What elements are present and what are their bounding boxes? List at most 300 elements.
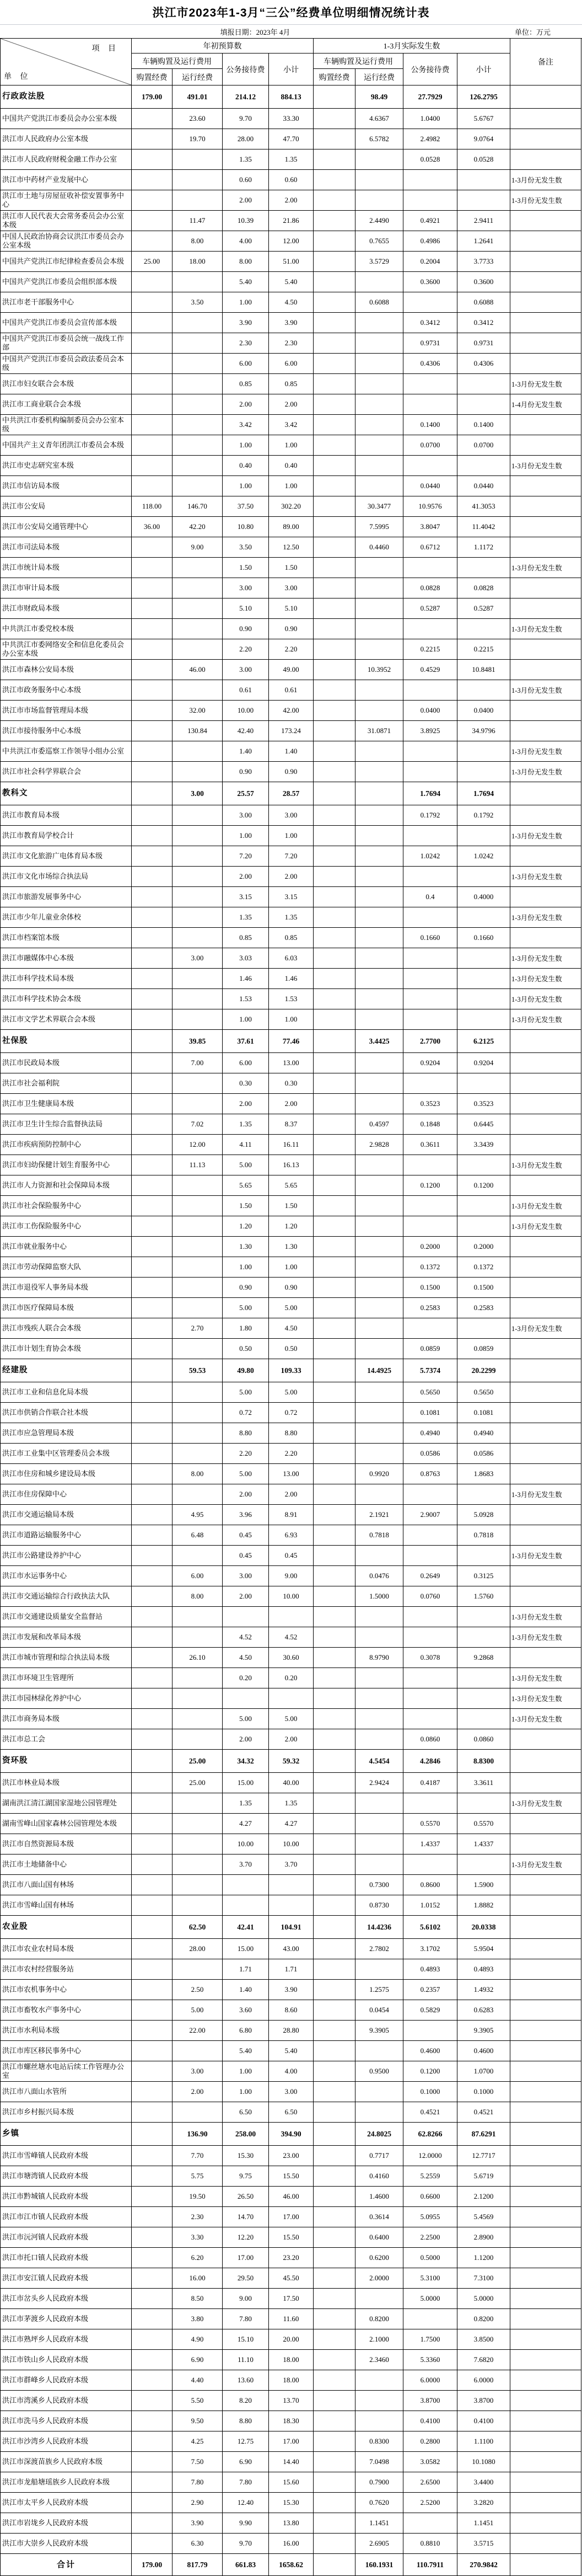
actual-reception-cell: 5.7374: [403, 1359, 457, 1382]
budget-operation-cell: [173, 805, 223, 826]
budget-operation-cell: [173, 1793, 223, 1814]
unit-name-cell: 洪江市妇女联合会本级: [1, 374, 132, 394]
actual-subtotal-cell: 0.1200: [457, 1175, 510, 1196]
table-row: [1, 1216, 582, 1237]
actual-operation-cell: [355, 1094, 403, 1114]
remark-cell: 1-3月份无发生数: [510, 867, 581, 887]
budget-purchase-cell: [132, 415, 173, 435]
unit-name-cell: 洪江市交通建设质量安全监督站: [1, 1607, 132, 1627]
remark-cell: [510, 598, 581, 619]
actual-operation-cell: [355, 476, 403, 496]
remark-cell: [510, 1359, 581, 1382]
actual-operation-cell: [355, 578, 403, 598]
budget-purchase-cell: [132, 660, 173, 680]
unit-name-cell: 洪江市中药材产业发展中心: [1, 170, 132, 190]
actual-subtotal-cell: [457, 1688, 510, 1709]
table-row: [1, 1627, 582, 1648]
budget-subtotal-cell: 8.37: [269, 1114, 314, 1135]
budget-reception-cell: 2.00: [223, 1484, 269, 1505]
actual-subtotal-cell: 0.0860: [457, 1729, 510, 1750]
table-row: [1, 2207, 582, 2227]
remark-cell: [510, 2041, 581, 2061]
unit-name-cell: 洪江市计划生育协会本级: [1, 1339, 132, 1359]
actual-purchase-cell: [314, 1318, 355, 1339]
budget-operation-cell: 5.75: [173, 2166, 223, 2187]
unit-name-cell: 洪江市茅渡乡人民政府本级: [1, 2309, 132, 2329]
actual-operation-cell: [355, 2082, 403, 2102]
budget-subtotal-cell: 51.00: [269, 252, 314, 272]
budget-subtotal-cell: 14.40: [269, 2452, 314, 2472]
actual-subtotal-cell: 3.3439: [457, 1135, 510, 1155]
actual-subtotal-cell: 270.9842: [457, 2554, 510, 2576]
remark-cell: [510, 701, 581, 721]
table-row: [1, 762, 582, 782]
table-row: [1, 476, 582, 496]
budget-purchase-cell: [132, 1668, 173, 1688]
budget-reception-cell: 9.00: [223, 2289, 269, 2309]
actual-purchase-cell: [314, 394, 355, 415]
remark-cell: 1-3月份无发生数: [510, 619, 581, 639]
unit-name-cell: 洪江市八面山水管所: [1, 2082, 132, 2102]
header-purchase-budget: 购置经费: [132, 69, 173, 85]
actual-operation-cell: [355, 948, 403, 969]
budget-subtotal-cell: 8.91: [269, 1505, 314, 1525]
budget-subtotal-cell: 1.35: [269, 149, 314, 170]
table-row: [1, 2000, 582, 2021]
budget-subtotal-cell: 0.61: [269, 680, 314, 701]
unit-name-cell: 洪江市社会福利院: [1, 1073, 132, 1094]
actual-subtotal-cell: 5.0928: [457, 1505, 510, 1525]
actual-purchase-cell: [314, 948, 355, 969]
unit-name-cell: 洪江市史志研究室本级: [1, 456, 132, 476]
actual-subtotal-cell: 0.4600: [457, 2041, 510, 2061]
unit-name-cell: 洪江市铁山乡人民政府本级: [1, 2350, 132, 2370]
budget-purchase-cell: [132, 598, 173, 619]
actual-operation-cell: [355, 170, 403, 190]
remark-cell: [510, 2329, 581, 2350]
table-row: [1, 1135, 582, 1155]
budget-operation-cell: [173, 1237, 223, 1257]
budget-purchase-cell: [132, 2166, 173, 2187]
budget-purchase-cell: [132, 1484, 173, 1505]
budget-subtotal-cell: [269, 1607, 314, 1627]
budget-operation-cell: 2.30: [173, 2207, 223, 2227]
remark-cell: [510, 2534, 581, 2554]
table-row: [1, 2554, 582, 2576]
table-row: [1, 1339, 582, 1359]
budget-reception-cell: 2.30: [223, 333, 269, 354]
budget-reception-cell: 8.80: [223, 2411, 269, 2431]
remark-cell: 1-3月份无发生数: [510, 558, 581, 578]
budget-operation-cell: 4.95: [173, 1505, 223, 1525]
budget-reception-cell: 1.35: [223, 1114, 269, 1135]
actual-purchase-cell: [314, 2431, 355, 2452]
actual-purchase-cell: [314, 1175, 355, 1196]
table-row: [1, 1505, 582, 1525]
budget-operation-cell: 7.00: [173, 1053, 223, 1073]
actual-reception-cell: 0.4: [403, 887, 457, 907]
table-row: [1, 1403, 582, 1423]
budget-reception-cell: 1.46: [223, 969, 269, 989]
budget-subtotal-cell: 1.00: [269, 435, 314, 456]
actual-reception-cell: 0.1848: [403, 1114, 457, 1135]
unit-name-cell: 中国共产主义青年团洪江市委员会本级: [1, 435, 132, 456]
remark-cell: 1-3月份无发生数: [510, 1196, 581, 1216]
actual-reception-cell: 0.1081: [403, 1403, 457, 1423]
actual-operation-cell: [355, 435, 403, 456]
actual-operation-cell: [355, 826, 403, 846]
remark-cell: 1-3月份无发生数: [510, 1546, 581, 1566]
budget-reception-cell: 1.00: [223, 435, 269, 456]
actual-subtotal-cell: [457, 680, 510, 701]
budget-subtotal-cell: 49.00: [269, 660, 314, 680]
budget-operation-cell: 25.00: [173, 1773, 223, 1793]
budget-operation-cell: 6.30: [173, 2534, 223, 2554]
actual-purchase-cell: [314, 1135, 355, 1155]
actual-reception-cell: 0.3523: [403, 1094, 457, 1114]
actual-operation-cell: 3.4425: [355, 1030, 403, 1053]
budget-reception-cell: 3.60: [223, 2000, 269, 2021]
budget-operation-cell: 18.00: [173, 252, 223, 272]
actual-purchase-cell: [314, 1854, 355, 1875]
actual-operation-cell: 0.6400: [355, 2227, 403, 2248]
actual-purchase-cell: [314, 1382, 355, 1403]
actual-purchase-cell: [314, 2493, 355, 2513]
actual-subtotal-cell: 0.3125: [457, 1566, 510, 1586]
budget-reception-cell: 6.00: [223, 354, 269, 374]
actual-operation-cell: 0.7717: [355, 2146, 403, 2166]
actual-reception-cell: 0.1200: [403, 2061, 457, 2082]
remark-cell: [510, 2452, 581, 2472]
remark-cell: [510, 2021, 581, 2041]
unit-name-cell: 中国共产党洪江市委员会宣传部本级: [1, 313, 132, 333]
unit-name-cell: 中国共产党洪江市纪律检查委员会本级: [1, 252, 132, 272]
actual-reception-cell: 5.0000: [403, 2289, 457, 2309]
remark-cell: [510, 231, 581, 252]
remark-cell: [510, 782, 581, 805]
actual-operation-cell: [355, 1627, 403, 1648]
table-row: [1, 2146, 582, 2166]
unit-name-cell: 中国共产党洪江市委员会统一战线工作部: [1, 333, 132, 354]
table-row: [1, 1196, 582, 1216]
unit-name-cell: 洪江市自然资源局本级: [1, 1834, 132, 1854]
budget-operation-cell: [173, 1959, 223, 1980]
remark-cell: [510, 1773, 581, 1793]
actual-reception-cell: 0.1792: [403, 805, 457, 826]
actual-purchase-cell: [314, 1729, 355, 1750]
budget-purchase-cell: [132, 272, 173, 292]
unit-name-cell: 洪江市人民政府财税金融工作办公室: [1, 149, 132, 170]
budget-subtotal-cell: 6.00: [269, 354, 314, 374]
actual-reception-cell: 2.4982: [403, 129, 457, 149]
unit-name-cell: 洪江市市场监督管理局本级: [1, 701, 132, 721]
remark-cell: [510, 109, 581, 129]
table-row: [1, 2472, 582, 2493]
table-row: [1, 1959, 582, 1980]
budget-subtotal-cell: 1.46: [269, 969, 314, 989]
actual-purchase-cell: [314, 2102, 355, 2123]
actual-operation-cell: [355, 1339, 403, 1359]
budget-subtotal-cell: 4.00: [269, 2061, 314, 2082]
budget-reception-cell: 3.00: [223, 1566, 269, 1586]
table-row: [1, 741, 582, 762]
actual-operation-cell: [355, 456, 403, 476]
unit-name-cell: 洪江市医疗保障局本级: [1, 1298, 132, 1318]
budget-subtotal-cell: 0.90: [269, 762, 314, 782]
actual-purchase-cell: [314, 660, 355, 680]
actual-purchase-cell: [314, 149, 355, 170]
budget-subtotal-cell: 16.00: [269, 2534, 314, 2554]
actual-purchase-cell: [314, 1750, 355, 1773]
budget-purchase-cell: [132, 149, 173, 170]
budget-reception-cell: 4.52: [223, 1627, 269, 1648]
table-row: [1, 680, 582, 701]
remark-cell: [510, 1505, 581, 1525]
table-row: [1, 948, 582, 969]
actual-reception-cell: [403, 680, 457, 701]
actual-subtotal-cell: [457, 826, 510, 846]
table-row: [1, 2123, 582, 2146]
budget-purchase-cell: [132, 2329, 173, 2350]
actual-operation-cell: [355, 2041, 403, 2061]
unit-name-cell: 洪江市文化旅游广电体育局本级: [1, 846, 132, 867]
actual-subtotal-cell: 5.0000: [457, 2289, 510, 2309]
remark-cell: [510, 639, 581, 660]
budget-subtotal-cell: 3.70: [269, 1854, 314, 1875]
budget-subtotal-cell: 6.50: [269, 2102, 314, 2123]
table-row: [1, 211, 582, 231]
budget-subtotal-cell: 1.35: [269, 907, 314, 928]
budget-reception-cell: 29.50: [223, 2268, 269, 2289]
budget-operation-cell: [173, 846, 223, 867]
budget-reception-cell: 1.20: [223, 1216, 269, 1237]
actual-reception-cell: [403, 1607, 457, 1627]
remark-cell: 1-3月份无发生数: [510, 1688, 581, 1709]
budget-subtotal-cell: 1658.62: [269, 2554, 314, 2576]
unit-name-cell: 洪江市财政局本级: [1, 598, 132, 619]
actual-operation-cell: 1.2575: [355, 1980, 403, 2000]
budget-operation-cell: [173, 680, 223, 701]
budget-operation-cell: [173, 1709, 223, 1729]
actual-operation-cell: 7.0498: [355, 2452, 403, 2472]
budget-operation-cell: [173, 598, 223, 619]
unit-name-cell: 洪江市雪峰山国有林场: [1, 1895, 132, 1916]
unit-name-cell: 洪江市交通运输综合行政执法大队: [1, 1586, 132, 1607]
budget-reception-cell: 8.80: [223, 1423, 269, 1444]
budget-subtotal-cell: 33.30: [269, 109, 314, 129]
table-row: [1, 109, 582, 129]
budget-purchase-cell: [132, 1750, 173, 1773]
budget-subtotal-cell: 77.46: [269, 1030, 314, 1053]
table-row: [1, 1814, 582, 1834]
budget-subtotal-cell: 59.32: [269, 1750, 314, 1773]
budget-operation-cell: [173, 969, 223, 989]
actual-operation-cell: [355, 639, 403, 660]
actual-reception-cell: 0.0760: [403, 1586, 457, 1607]
actual-reception-cell: 0.2000: [403, 1237, 457, 1257]
budget-subtotal-cell: 3.90: [269, 1980, 314, 2000]
budget-subtotal-cell: 1.00: [269, 1009, 314, 1030]
budget-purchase-cell: [132, 537, 173, 558]
table-row: [1, 496, 582, 517]
budget-operation-cell: [173, 1607, 223, 1627]
budget-reception-cell: 37.61: [223, 1030, 269, 1053]
table-row: [1, 272, 582, 292]
unit-name-cell: 洪江市老干部服务中心: [1, 292, 132, 313]
budget-subtotal-cell: 16.11: [269, 1135, 314, 1155]
remark-cell: [510, 2227, 581, 2248]
budget-operation-cell: [173, 1444, 223, 1464]
budget-operation-cell: [173, 1382, 223, 1403]
actual-subtotal-cell: 0.4940: [457, 1423, 510, 1444]
actual-purchase-cell: [314, 907, 355, 928]
budget-purchase-cell: [132, 2289, 173, 2309]
actual-purchase-cell: [314, 85, 355, 109]
actual-operation-cell: [355, 1196, 403, 1216]
budget-subtotal-cell: 15.30: [269, 2493, 314, 2513]
budget-reception-cell: 0.90: [223, 762, 269, 782]
budget-operation-cell: 23.60: [173, 109, 223, 129]
unit-name-cell: 洪江市文化市场综合执法局: [1, 867, 132, 887]
budget-operation-cell: 8.00: [173, 1586, 223, 1607]
actual-purchase-cell: [314, 2268, 355, 2289]
budget-subtotal-cell: 173.24: [269, 721, 314, 741]
budget-reception-cell: 1.00: [223, 1257, 269, 1278]
actual-reception-cell: [403, 2021, 457, 2041]
actual-purchase-cell: [314, 1278, 355, 1298]
actual-subtotal-cell: 0.9204: [457, 1053, 510, 1073]
remark-cell: [510, 2370, 581, 2391]
actual-subtotal-cell: 0.3412: [457, 313, 510, 333]
budget-purchase-cell: [132, 969, 173, 989]
table-row: [1, 2227, 582, 2248]
actual-subtotal-cell: 41.3053: [457, 496, 510, 517]
budget-reception-cell: 5.00: [223, 1709, 269, 1729]
budget-operation-cell: [173, 1875, 223, 1895]
actual-reception-cell: [403, 1668, 457, 1688]
header-operate-actual: 运行经费: [355, 69, 403, 85]
actual-reception-cell: [403, 292, 457, 313]
budget-reception-cell: 3.96: [223, 1505, 269, 1525]
actual-operation-cell: 1.1451: [355, 2513, 403, 2534]
budget-purchase-cell: [132, 701, 173, 721]
actual-operation-cell: [355, 1175, 403, 1196]
budget-purchase-cell: [132, 1423, 173, 1444]
actual-purchase-cell: [314, 1505, 355, 1525]
actual-purchase-cell: [314, 1980, 355, 2000]
actual-operation-cell: 0.7900: [355, 2472, 403, 2493]
unit-name-cell: 洪江市公路建设养护中心: [1, 1546, 132, 1566]
unit-name-cell: 洪江市工业和信息化局本级: [1, 1382, 132, 1403]
remark-cell: [510, 721, 581, 741]
remark-cell: [510, 1875, 581, 1895]
actual-reception-cell: 0.0860: [403, 1729, 457, 1750]
actual-reception-cell: 0.2583: [403, 1298, 457, 1318]
table-row: [1, 292, 582, 313]
remark-cell: [510, 415, 581, 435]
table-row: [1, 2041, 582, 2061]
unit-name-cell: 洪江市林业局本级: [1, 1773, 132, 1793]
actual-reception-cell: 0.9204: [403, 1053, 457, 1073]
actual-reception-cell: [403, 969, 457, 989]
table-row: [1, 2248, 582, 2268]
budget-purchase-cell: [132, 989, 173, 1009]
table-row: [1, 1114, 582, 1135]
actual-reception-cell: [403, 1155, 457, 1175]
actual-subtotal-cell: 20.2299: [457, 1359, 510, 1382]
actual-reception-cell: 0.0586: [403, 1444, 457, 1464]
actual-operation-cell: 8.9790: [355, 1648, 403, 1668]
actual-operation-cell: [355, 2391, 403, 2411]
unit-name-cell: 洪江市螺丝塘水电站后续工作管理办公室: [1, 2061, 132, 2082]
unit-name-cell: 洪江市深渡苗族乡人民政府本级: [1, 2452, 132, 2472]
budget-operation-cell: [173, 190, 223, 211]
unit-name-cell: 中共洪江市委网络安全和信息化委员会办公室本级: [1, 639, 132, 660]
actual-operation-cell: [355, 805, 403, 826]
actual-subtotal-cell: 20.0338: [457, 1916, 510, 1939]
budget-operation-cell: 146.70: [173, 496, 223, 517]
actual-reception-cell: [403, 1196, 457, 1216]
actual-operation-cell: [355, 598, 403, 619]
actual-reception-cell: 0.2215: [403, 639, 457, 660]
unit-name-cell: 洪江市人民政府办公室本级: [1, 129, 132, 149]
actual-reception-cell: 0.8600: [403, 1875, 457, 1895]
budget-subtotal-cell: 394.90: [269, 2123, 314, 2146]
budget-operation-cell: [173, 639, 223, 660]
budget-reception-cell: 0.20: [223, 1668, 269, 1688]
budget-reception-cell: 1.00: [223, 2061, 269, 2082]
budget-purchase-cell: [132, 1114, 173, 1135]
table-row: [1, 2411, 582, 2431]
remark-cell: [510, 660, 581, 680]
unit-name-cell: 洪江市统计局本级: [1, 558, 132, 578]
budget-reception-cell: 0.85: [223, 928, 269, 948]
remark-cell: [510, 1566, 581, 1586]
table-row: [1, 1278, 582, 1298]
budget-reception-cell: 8.00: [223, 252, 269, 272]
actual-operation-cell: 31.0871: [355, 721, 403, 741]
budget-subtotal-cell: 47.70: [269, 129, 314, 149]
unit-name-cell: 洪江市退役军人事务局本级: [1, 1278, 132, 1298]
table-row: [1, 867, 582, 887]
budget-subtotal-cell: 16.13: [269, 1155, 314, 1175]
budget-purchase-cell: [132, 1135, 173, 1155]
table-row: [1, 1729, 582, 1750]
table-row: [1, 721, 582, 741]
remark-cell: 1-3月份无发生数: [510, 907, 581, 928]
actual-purchase-cell: [314, 1709, 355, 1729]
actual-reception-cell: 6.0000: [403, 2370, 457, 2391]
actual-purchase-cell: [314, 231, 355, 252]
unit-name-cell: 洪江市农机事务中心: [1, 1980, 132, 2000]
unit-name-cell: 洪江市人民代表大会常务委员会办公室本级: [1, 211, 132, 231]
remark-cell: [510, 2082, 581, 2102]
actual-subtotal-cell: 0.0528: [457, 149, 510, 170]
actual-reception-cell: 0.4306: [403, 354, 457, 374]
table-row: [1, 1094, 582, 1114]
budget-reception-cell: 9.90: [223, 2513, 269, 2534]
actual-subtotal-cell: [457, 1073, 510, 1094]
actual-subtotal-cell: 1.0242: [457, 846, 510, 867]
budget-subtotal-cell: 7.20: [269, 846, 314, 867]
budget-subtotal-cell: 1.30: [269, 1237, 314, 1257]
remark-cell: [510, 1814, 581, 1834]
budget-subtotal-cell: 18.30: [269, 2411, 314, 2431]
budget-subtotal-cell: 30.60: [269, 1648, 314, 1668]
budget-purchase-cell: [132, 762, 173, 782]
budget-purchase-cell: [132, 782, 173, 805]
budget-reception-cell: 6.50: [223, 2102, 269, 2123]
